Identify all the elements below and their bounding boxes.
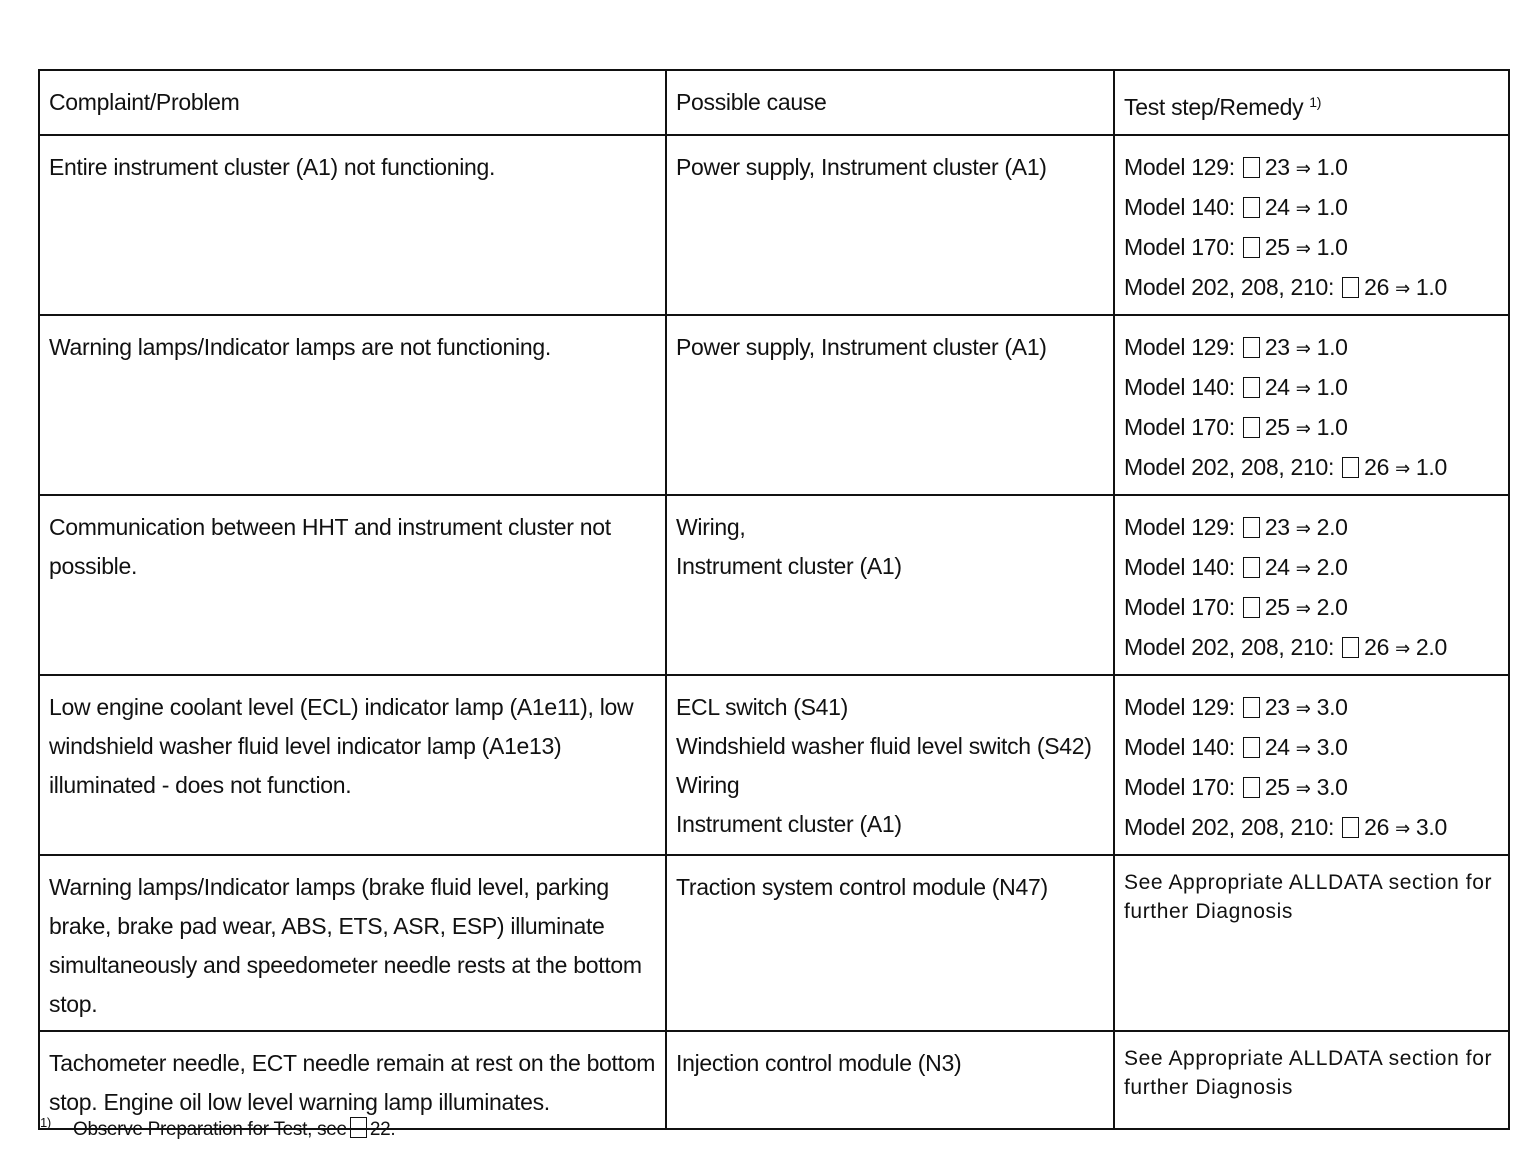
header-footnote-mark: 1) [1309, 94, 1322, 110]
model-label: Model 129: [1124, 514, 1235, 540]
remedy-line [1124, 328, 1499, 368]
model-label: Model 140: [1124, 194, 1235, 220]
cause-cell [666, 675, 1114, 855]
page-ref-box-icon [1243, 157, 1260, 178]
cause-line: Power supply, Instrument cluster (A1) [676, 334, 1047, 360]
page-ref-box-icon [1243, 557, 1260, 578]
footnote-text: Observe Preparation for Test, see [72, 1119, 347, 1140]
model-label: Model 129: [1124, 154, 1235, 180]
test-step-number: 1.0 [1316, 194, 1348, 220]
page-ref-box-icon [1243, 377, 1260, 398]
cause-line: Instrument cluster (A1) [676, 811, 902, 837]
page-ref-box-icon [1342, 457, 1359, 478]
double-arrow-icon: ⇒ [1295, 236, 1311, 260]
remedy-line [1124, 148, 1499, 188]
page-ref-box-icon [1342, 277, 1359, 298]
complaint-text: Warning lamps/Indicator lamps (brake fluid level, parking brake, brake pad wear, ABS, ETS, ASR, ESP) illuminate simultaneously and speedometer needle rests at the bottom stop. [49, 874, 642, 1017]
model-label: Model 202, 208, 210: [1124, 274, 1335, 300]
page-ref-box-icon [350, 1117, 367, 1138]
cause-line: Instrument cluster (A1) [676, 553, 902, 579]
cause-line: ECL switch (S41) [676, 694, 849, 720]
model-label: Model 170: [1124, 594, 1235, 620]
remedy-line [1124, 728, 1499, 768]
cause-cell [666, 1031, 1114, 1129]
test-step-number: 2.0 [1316, 514, 1348, 540]
double-arrow-icon: ⇒ [1395, 636, 1410, 660]
table-body [39, 135, 1509, 1129]
remedy-cell [1114, 855, 1509, 1031]
test-ref-number: 23 [1264, 154, 1290, 180]
test-step-number: 2.0 [1415, 634, 1447, 660]
remedy-line [1124, 508, 1499, 548]
double-arrow-icon: ⇒ [1395, 816, 1410, 840]
remedy-line [1124, 268, 1499, 308]
page-ref-box-icon [1243, 737, 1260, 758]
double-arrow-icon: ⇒ [1295, 516, 1311, 540]
remedy-line [1124, 688, 1499, 728]
double-arrow-icon: ⇒ [1295, 376, 1311, 400]
double-arrow-icon: ⇒ [1295, 156, 1311, 180]
test-ref-number: 24 [1264, 194, 1290, 220]
remedy-line [1124, 808, 1499, 848]
test-step-number: 3.0 [1316, 774, 1348, 800]
remedy-line [1124, 768, 1499, 808]
remedy-line [1124, 228, 1499, 268]
double-arrow-icon: ⇒ [1295, 196, 1311, 220]
table-row [39, 855, 1509, 1031]
model-label: Model 202, 208, 210: [1124, 634, 1335, 660]
test-ref-number: 24 [1264, 554, 1290, 580]
test-ref-number: 23 [1264, 514, 1290, 540]
test-step-number: 3.0 [1316, 694, 1348, 720]
test-ref-number: 24 [1264, 734, 1290, 760]
test-step-number: 3.0 [1316, 734, 1348, 760]
remedy-line [1124, 368, 1499, 408]
complaint-cell [39, 315, 666, 495]
cause-cell [666, 495, 1114, 675]
complaint-text: Tachometer needle, ECT needle remain at rest on the bottom stop. Engine oil low level warning lamp illuminates. [49, 1050, 656, 1115]
model-label: Model 129: [1124, 334, 1235, 360]
cause-line: Injection control module (N3) [676, 1050, 962, 1076]
remedy-line [1124, 588, 1499, 628]
test-ref-number: 26 [1364, 454, 1390, 480]
header-possible-cause: Possible cause [666, 70, 1114, 135]
test-step-number: 2.0 [1316, 594, 1348, 620]
model-label: Model 129: [1124, 694, 1235, 720]
page-ref-box-icon [1342, 637, 1359, 658]
table-row [39, 315, 1509, 495]
test-ref-number: 23 [1264, 694, 1290, 720]
diagnosis-table [38, 69, 1510, 1130]
test-step-number: 3.0 [1415, 814, 1447, 840]
test-ref-number: 25 [1264, 774, 1290, 800]
page-ref-box-icon [1243, 337, 1260, 358]
double-arrow-icon: ⇒ [1295, 596, 1311, 620]
header-test-step [1114, 70, 1509, 135]
remedy-line [1124, 448, 1499, 488]
table-row [39, 135, 1509, 315]
model-label: Model 170: [1124, 774, 1235, 800]
complaint-cell [39, 855, 666, 1031]
double-arrow-icon: ⇒ [1295, 416, 1311, 440]
model-label: Model 202, 208, 210: [1124, 454, 1335, 480]
complaint-text: Communication between HHT and instrument cluster not possible. [49, 514, 611, 579]
test-ref-number: 23 [1264, 334, 1290, 360]
complaint-text: Low engine coolant level (ECL) indicator lamp (A1e11), low windshield washer fluid level indicator lamp (A1e13) illuminated - does not function. [49, 694, 634, 798]
page-ref-box-icon [1243, 417, 1260, 438]
test-step-number: 1.0 [1316, 414, 1348, 440]
complaint-text: Entire instrument cluster (A1) not functioning. [49, 154, 496, 180]
remedy-cell [1114, 135, 1509, 315]
page-ref-box-icon [1342, 817, 1359, 838]
cause-cell [666, 315, 1114, 495]
model-label: Model 170: [1124, 414, 1235, 440]
complaint-text: Warning lamps/Indicator lamps are not functioning. [49, 334, 551, 360]
test-ref-number: 25 [1264, 234, 1290, 260]
model-label: Model 202, 208, 210: [1124, 814, 1335, 840]
double-arrow-icon: ⇒ [1295, 556, 1311, 580]
model-label: Model 140: [1124, 734, 1235, 760]
remedy-cell [1114, 495, 1509, 675]
remedy-cell [1114, 315, 1509, 495]
double-arrow-icon: ⇒ [1295, 336, 1311, 360]
double-arrow-icon: ⇒ [1295, 776, 1311, 800]
double-arrow-icon: ⇒ [1295, 736, 1311, 760]
remedy-line [1124, 628, 1499, 668]
cause-line: Wiring, [676, 514, 746, 540]
page-ref-box-icon [1243, 777, 1260, 798]
remedy-cell [1114, 675, 1509, 855]
cause-cell [666, 135, 1114, 315]
cause-line: Power supply, Instrument cluster (A1) [676, 154, 1047, 180]
test-ref-number: 26 [1364, 274, 1390, 300]
test-step-number: 2.0 [1316, 554, 1348, 580]
remedy-cell [1114, 1031, 1509, 1129]
model-label: Model 140: [1124, 554, 1235, 580]
header-row [39, 70, 1509, 135]
test-step-number: 1.0 [1415, 454, 1447, 480]
page-ref-box-icon [1243, 597, 1260, 618]
complaint-cell [39, 495, 666, 675]
header-test-step-label: Test step/Remedy [1124, 94, 1304, 120]
test-step-number: 1.0 [1415, 274, 1447, 300]
test-step-number: 1.0 [1316, 234, 1348, 260]
test-step-number: 1.0 [1316, 334, 1348, 360]
test-ref-number: 24 [1264, 374, 1290, 400]
test-step-number: 1.0 [1316, 154, 1348, 180]
test-ref-number: 25 [1264, 594, 1290, 620]
page-ref-box-icon [1243, 237, 1260, 258]
table-row [39, 675, 1509, 855]
complaint-cell [39, 135, 666, 315]
cause-cell [666, 855, 1114, 1031]
complaint-cell [39, 675, 666, 855]
remedy-line [1124, 548, 1499, 588]
double-arrow-icon: ⇒ [1395, 456, 1410, 480]
test-step-number: 1.0 [1316, 374, 1348, 400]
remedy-line [1124, 188, 1499, 228]
page-ref-box-icon [1243, 197, 1260, 218]
footnote [40, 1110, 395, 1143]
footnote-mark: 1) [40, 1115, 51, 1130]
remedy-line [1124, 408, 1499, 448]
page-ref-box-icon [1243, 517, 1260, 538]
model-label: Model 140: [1124, 374, 1235, 400]
double-arrow-icon: ⇒ [1395, 276, 1410, 300]
cause-line: Wiring [676, 772, 740, 798]
remedy-note: See Appropriate ALLDATA section for further Diagnosis [1124, 871, 1493, 923]
remedy-note: See Appropriate ALLDATA section for further Diagnosis [1124, 1047, 1493, 1099]
test-ref-number: 25 [1264, 414, 1290, 440]
test-ref-number: 26 [1364, 634, 1390, 660]
cause-line: Traction system control module (N47) [676, 874, 1048, 900]
double-arrow-icon: ⇒ [1295, 696, 1311, 720]
model-label: Model 170: [1124, 234, 1235, 260]
footnote-ref: 22. [369, 1119, 396, 1140]
page-ref-box-icon [1243, 697, 1260, 718]
cause-line: Windshield washer fluid level switch (S42) [676, 733, 1092, 759]
header-complaint: Complaint/Problem [39, 70, 666, 135]
table-row [39, 495, 1509, 675]
test-ref-number: 26 [1364, 814, 1390, 840]
